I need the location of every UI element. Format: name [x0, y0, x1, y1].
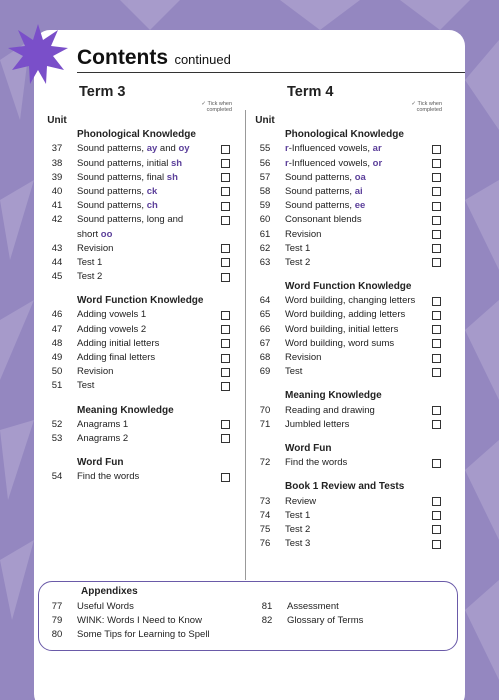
- tick-checkbox[interactable]: [221, 473, 230, 482]
- contents-row: [251, 256, 451, 270]
- contents-row: [251, 456, 451, 470]
- term4-heading: Term 4: [287, 84, 334, 100]
- tick-checkbox[interactable]: [221, 187, 230, 196]
- tick-checkbox[interactable]: [432, 173, 441, 182]
- unit-title: Review: [285, 495, 317, 507]
- tick-checkbox[interactable]: [221, 325, 230, 334]
- unit-title: Anagrams 1: [77, 418, 129, 430]
- unit-number: 76: [259, 538, 271, 550]
- unit-title: Sound patterns, final sh: [77, 171, 178, 183]
- contents-row: [251, 199, 451, 213]
- unit-number: 43: [51, 242, 63, 254]
- unit-number: 54: [51, 471, 63, 483]
- unit-title: Reading and drawing: [285, 404, 375, 416]
- appendix-heading: Appendixes: [81, 586, 138, 597]
- row-gap: [43, 284, 238, 294]
- term4-column: [251, 114, 451, 551]
- unit-number: 38: [51, 157, 63, 169]
- tick-checkbox[interactable]: [432, 511, 441, 520]
- unit-title: Test 3: [285, 538, 311, 550]
- unit-number: 68: [259, 352, 271, 363]
- unit-title: Test 1: [77, 256, 103, 268]
- tick-checkbox[interactable]: [221, 382, 230, 391]
- unit-number: 48: [51, 337, 63, 349]
- appendix-item: 82 Glossary of Terms: [261, 615, 364, 626]
- contents-row: [43, 142, 238, 156]
- unit-title: Test 2: [285, 523, 311, 535]
- unit-number: 45: [51, 271, 63, 283]
- unit-number: 41: [51, 200, 63, 212]
- tick-checkbox[interactable]: [432, 368, 441, 377]
- unit-title: Test 2: [77, 271, 103, 283]
- tick-checkbox[interactable]: [432, 339, 441, 348]
- unit-number: 65: [259, 309, 271, 321]
- unit-title: Adding initial letters: [77, 337, 160, 349]
- unit-title: Word building, word sums: [285, 337, 395, 349]
- starburst-icon: [6, 22, 70, 86]
- unit-title: Test: [285, 366, 303, 378]
- unit-column-header: Unit: [255, 115, 275, 126]
- tick-checkbox[interactable]: [221, 273, 230, 282]
- row-gap: [43, 446, 238, 456]
- contents-row: [251, 523, 451, 537]
- contents-row: [43, 228, 238, 242]
- contents-row: [251, 495, 451, 509]
- unit-number: 56: [259, 157, 271, 169]
- unit-number: 66: [259, 323, 271, 335]
- unit-number: 62: [259, 242, 271, 254]
- unit-number: 71: [259, 418, 271, 430]
- tick-note-term3: ✓ Tick when completed: [201, 101, 232, 113]
- unit-number: 58: [259, 185, 271, 197]
- unit-title: Revision: [77, 366, 114, 378]
- unit-title: Sound patterns, ch: [77, 200, 158, 212]
- contents-row: [43, 432, 238, 446]
- unit-number: 37: [51, 143, 63, 155]
- unit-title: Sound patterns, ee: [285, 200, 366, 212]
- unit-title: Word building, changing letters: [285, 295, 416, 307]
- tick-checkbox[interactable]: [221, 368, 230, 377]
- tick-checkbox[interactable]: [221, 202, 230, 211]
- contents-row: [251, 242, 451, 256]
- tick-checkbox[interactable]: [432, 297, 441, 306]
- unit-title: Sound patterns, initial sh: [77, 157, 183, 169]
- section-heading: Word Function Knowledge: [77, 295, 204, 307]
- section-heading: Meaning Knowledge: [77, 404, 174, 416]
- tick-checkbox[interactable]: [221, 339, 230, 348]
- contents-row: [251, 404, 451, 418]
- tick-checkbox[interactable]: [221, 159, 230, 168]
- contents-row: [43, 171, 238, 185]
- unit-number: 55: [259, 143, 271, 155]
- row-gap: [251, 470, 451, 480]
- column-divider: [245, 110, 246, 580]
- contents-row: [43, 256, 238, 270]
- contents-row: [43, 379, 238, 393]
- unit-title: Revision: [77, 242, 114, 254]
- tick-checkbox[interactable]: [432, 325, 441, 334]
- contents-row: [43, 242, 238, 256]
- contents-row: [43, 213, 238, 227]
- contents-row: [251, 308, 451, 322]
- unit-title: Sound patterns, long and: [77, 214, 184, 226]
- contents-row: [43, 157, 238, 171]
- section-heading: Word Fun: [77, 457, 124, 469]
- unit-title: Sound patterns, ay and oy: [77, 143, 190, 155]
- tick-checkbox[interactable]: [221, 258, 230, 267]
- tick-checkbox[interactable]: [432, 497, 441, 506]
- contents-row: [43, 470, 238, 484]
- unit-title: Revision: [285, 228, 322, 240]
- section-heading: Book 1 Review and Tests: [285, 481, 405, 493]
- tick-checkbox[interactable]: [432, 540, 441, 549]
- tick-checkbox[interactable]: [221, 145, 230, 154]
- unit-title: Adding vowels 1: [77, 309, 147, 321]
- contents-row: [251, 323, 451, 337]
- appendix-item: 81 Assessment: [261, 601, 339, 612]
- contents-row: [251, 537, 451, 551]
- unit-number: 69: [259, 366, 271, 378]
- contents-row: [251, 228, 451, 242]
- tick-checkbox[interactable]: [221, 244, 230, 253]
- unit-title: Adding vowels 2: [77, 323, 147, 335]
- unit-title: Sound patterns, ck: [77, 185, 158, 197]
- unit-title: Consonant blends: [285, 214, 362, 226]
- row-gap: [251, 432, 451, 442]
- tick-checkbox[interactable]: [432, 202, 441, 211]
- contents-row: [251, 365, 451, 379]
- unit-title: Word building, adding letters: [285, 309, 406, 321]
- tick-note-term4: ✓ Tick when completed: [411, 101, 442, 113]
- contents-row: [43, 199, 238, 213]
- unit-title: Test 1: [285, 242, 311, 254]
- contents-row: [251, 185, 451, 199]
- unit-title: short oo: [77, 228, 113, 240]
- unit-title: r-Influenced vowels, or: [285, 157, 383, 169]
- row-gap: [251, 379, 451, 389]
- contents-row: [251, 213, 451, 227]
- unit-number: 59: [259, 200, 271, 212]
- title-suffix: continued: [174, 52, 231, 67]
- contents-row: [43, 418, 238, 432]
- tick-checkbox[interactable]: [432, 145, 441, 154]
- unit-title: Find the words: [77, 471, 140, 483]
- appendix-item: 77 Useful Words: [51, 601, 134, 612]
- tick-checkbox[interactable]: [432, 216, 441, 225]
- unit-number: 46: [51, 309, 63, 321]
- contents-row: [251, 351, 451, 365]
- tick-checkbox[interactable]: [432, 354, 441, 363]
- contents-row: [43, 323, 238, 337]
- unit-number: 73: [259, 495, 271, 507]
- contents-row: [251, 418, 451, 432]
- term3-column: [43, 114, 238, 485]
- unit-number: 51: [51, 380, 63, 392]
- unit-number: 49: [51, 352, 63, 363]
- tick-checkbox[interactable]: [432, 525, 441, 534]
- appendix-item: 79 WINK: Words I Need to Know: [51, 615, 202, 626]
- contents-row: [251, 142, 451, 156]
- section-heading: Word Fun: [285, 442, 332, 454]
- unit-title: Jumbled letters: [285, 418, 350, 430]
- tick-checkbox[interactable]: [432, 420, 441, 429]
- unit-title: Sound patterns, oa: [285, 171, 366, 183]
- tick-checkbox[interactable]: [221, 354, 230, 363]
- unit-title: Test 2: [285, 256, 311, 268]
- unit-number: 40: [51, 185, 63, 197]
- tick-checkbox[interactable]: [432, 406, 441, 415]
- unit-title: Word building, initial letters: [285, 323, 399, 335]
- section-heading: Phonological Knowledge: [77, 129, 196, 141]
- contents-row: [251, 157, 451, 171]
- unit-number: 72: [259, 457, 271, 469]
- unit-number: 57: [259, 171, 271, 183]
- unit-number: 53: [51, 432, 63, 444]
- unit-title: Sound patterns, ai: [285, 185, 363, 197]
- row-gap: [43, 394, 238, 404]
- tick-checkbox[interactable]: [221, 420, 230, 429]
- unit-number: 52: [51, 418, 63, 430]
- term3-heading: Term 3: [79, 84, 126, 100]
- unit-title: Find the words: [285, 457, 348, 469]
- unit-column-header: Unit: [47, 115, 67, 126]
- tick-checkbox[interactable]: [221, 173, 230, 182]
- tick-checkbox[interactable]: [432, 258, 441, 267]
- unit-number: 61: [259, 228, 271, 240]
- unit-number: 39: [51, 171, 63, 183]
- unit-number: 60: [259, 214, 271, 226]
- unit-number: 63: [259, 256, 271, 268]
- tick-checkbox[interactable]: [432, 244, 441, 253]
- tick-checkbox[interactable]: [432, 459, 441, 468]
- unit-number: 50: [51, 366, 63, 378]
- contents-row: [43, 185, 238, 199]
- unit-number: 70: [259, 404, 271, 416]
- contents-row: [251, 337, 451, 351]
- unit-title: r-Influenced vowels, ar: [285, 143, 382, 155]
- unit-title: Revision: [285, 352, 322, 363]
- contents-row: [43, 337, 238, 351]
- section-heading: Word Function Knowledge: [285, 281, 412, 293]
- contents-row: [43, 308, 238, 322]
- section-heading: Phonological Knowledge: [285, 129, 404, 141]
- contents-row: [43, 351, 238, 365]
- title-main: Contents: [77, 46, 168, 69]
- tick-checkbox[interactable]: [221, 216, 230, 225]
- unit-title: Adding final letters: [77, 352, 156, 363]
- unit-number: 47: [51, 323, 63, 335]
- tick-checkbox[interactable]: [432, 230, 441, 239]
- title-rule: [77, 72, 465, 73]
- tick-checkbox[interactable]: [432, 311, 441, 320]
- tick-checkbox[interactable]: [432, 187, 441, 196]
- unit-number: 67: [259, 337, 271, 349]
- unit-title: Test: [77, 380, 95, 392]
- unit-title: Anagrams 2: [77, 432, 129, 444]
- unit-number: 74: [259, 509, 271, 521]
- contents-row: [43, 270, 238, 284]
- unit-number: 75: [259, 523, 271, 535]
- unit-title: Test 1: [285, 509, 311, 521]
- unit-number: 42: [51, 214, 63, 226]
- row-gap: [251, 270, 451, 280]
- unit-number: 64: [259, 295, 271, 307]
- section-heading: Meaning Knowledge: [285, 390, 382, 402]
- contents-row: [251, 171, 451, 185]
- tick-checkbox[interactable]: [221, 311, 230, 320]
- unit-number: 44: [51, 256, 63, 268]
- contents-row: [251, 294, 451, 308]
- appendix-box: [38, 581, 458, 651]
- tick-checkbox[interactable]: [221, 434, 230, 443]
- contents-row: [43, 365, 238, 379]
- contents-row: [251, 509, 451, 523]
- tick-checkbox[interactable]: [432, 159, 441, 168]
- page-title: [77, 46, 231, 70]
- appendix-item: 80 Some Tips for Learning to Spell: [51, 629, 210, 640]
